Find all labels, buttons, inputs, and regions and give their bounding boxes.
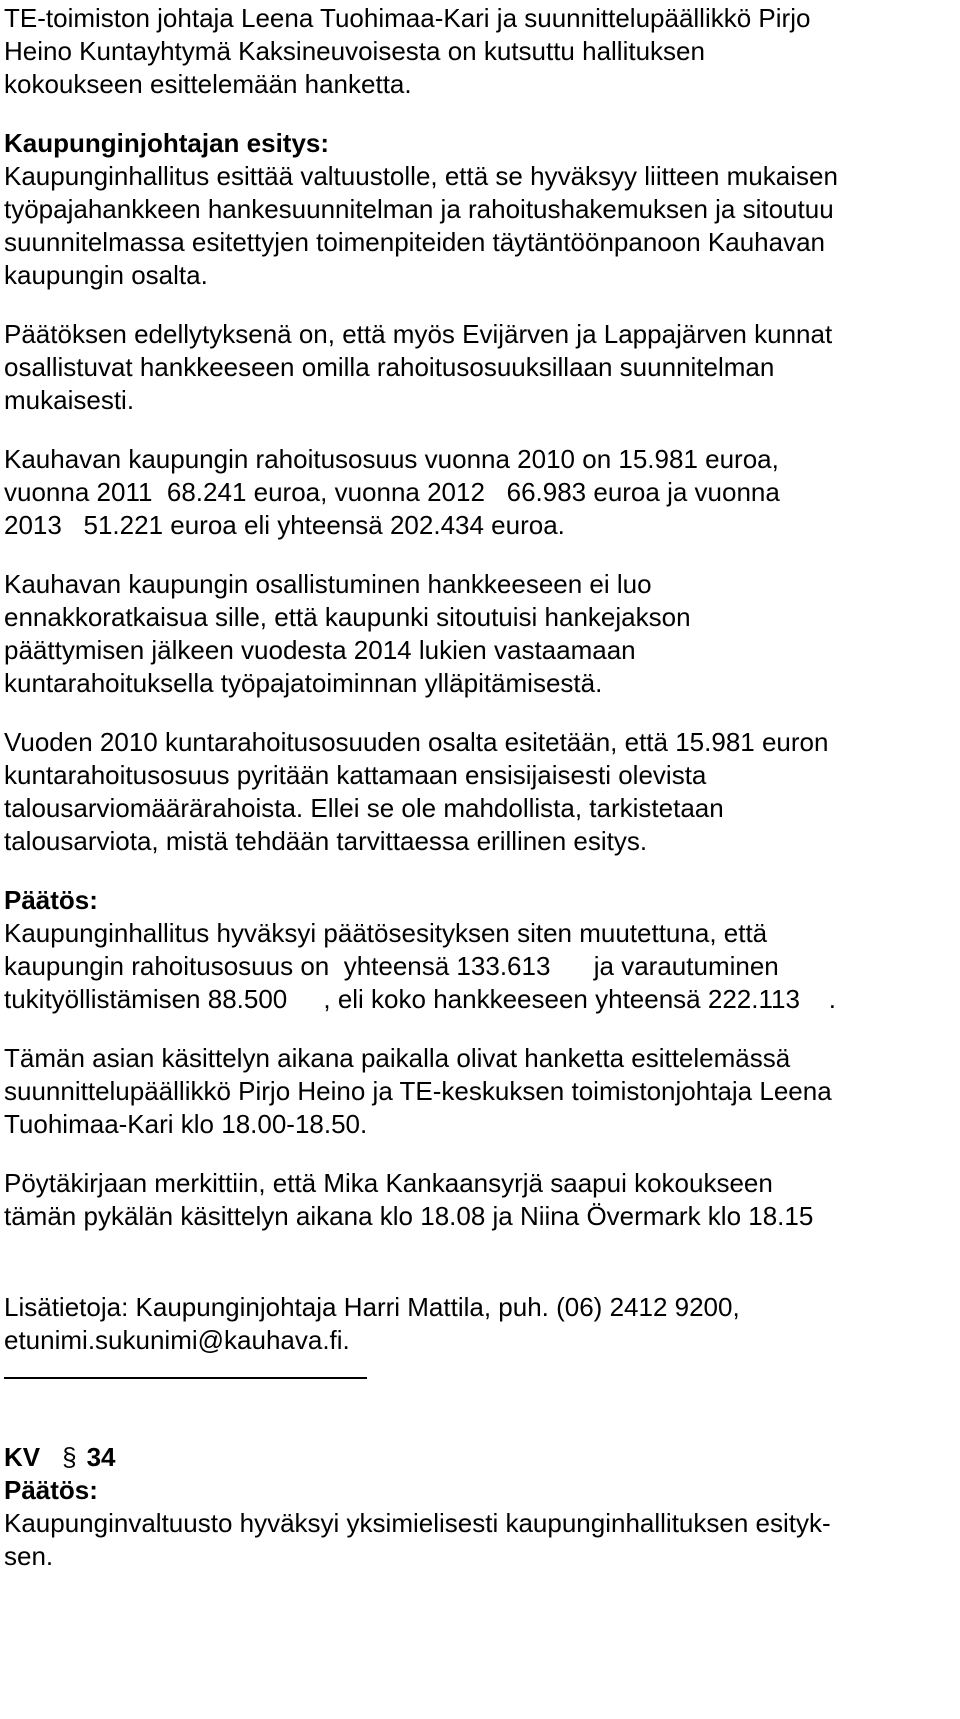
text-line: Tämän asian käsittelyn aikana paikalla olivat hanketta esittelemässä [4, 1043, 791, 1073]
text-line: kuntarahoituksella työpajatoiminnan ylläpitämisestä. [4, 668, 603, 698]
text-line: sen. [4, 1541, 54, 1571]
text-line: suunnitelmassa esitettyjen toimenpiteiden täytäntöönpanoon Kauhavan [4, 227, 826, 257]
text-line: Kaupunginhallitus hyväksyi päätösesityksen siten muutettuna, että [4, 918, 768, 948]
decision-paragraph [4, 884, 954, 1016]
funding-paragraph [4, 443, 954, 542]
text-line: talousarviota, mistä tehdään tarvittaessa erillinen esitys. [4, 826, 648, 856]
contact-email: etunimi.sukunimi@kauhava.fi. [4, 1325, 350, 1355]
section-symbol: § [62, 1442, 77, 1472]
kv-section [4, 1441, 954, 1573]
text-line: Kaupunginvaltuusto hyväksyi yksimielisesti kaupunginhallituksen esityk- [4, 1508, 831, 1538]
text-line: Kauhavan kaupungin osallistuminen hankkeeseen ei luo [4, 569, 652, 599]
proposal-paragraph [4, 127, 954, 292]
text-line: osallistuvat hankkeeseen omilla rahoitusosuuksillaan suunnitelman [4, 352, 775, 382]
text-line: Pöytäkirjaan merkittiin, että Mika Kankaansyrjä saapui kokoukseen [4, 1168, 773, 1198]
text-line: Päätöksen edellytyksenä on, että myös Evijärven ja Lappajärven kunnat [4, 319, 833, 349]
proposal-heading: Kaupunginjohtajan esitys: [4, 128, 330, 158]
text-line: tukityöllistämisen 88.500 , eli koko hankkeeseen yhteensä 222.113 . [4, 984, 837, 1014]
text-line: Tuohimaa-Kari klo 18.00-18.50. [4, 1109, 368, 1139]
year-2010-paragraph [4, 726, 954, 858]
intro-paragraph [4, 2, 954, 101]
text-line: Vuoden 2010 kuntarahoitusosuuden osalta esitetään, että 15.981 euron [4, 727, 829, 757]
text-line: kuntarahoitusosuus pyritään kattamaan ensisijaisesti olevista [4, 760, 707, 790]
no-commitment-paragraph [4, 568, 954, 700]
text-line: kaupungin rahoitusosuus on yhteensä 133.613 ja varautuminen [4, 951, 779, 981]
kv-number: 34 [86, 1442, 116, 1472]
text-line: vuonna 2011 68.241 euroa, vuonna 2012 66.983 euroa ja vuonna [4, 477, 780, 507]
text-line: kokoukseen esittelemään hanketta. [4, 69, 412, 99]
text-line: Kauhavan kaupungin rahoitusosuus vuonna 2010 on 15.981 euroa, [4, 444, 779, 474]
text-line: Kaupunginhallitus esittää valtuustolle, että se hyväksyy liitteen mukaisen [4, 161, 838, 191]
minutes-paragraph [4, 1167, 954, 1233]
text-line: Heino Kuntayhtymä Kaksineuvoisesta on kutsuttu hallituksen [4, 36, 705, 66]
text-line: talousarviomäärärahoista. Ellei se ole mahdollista, tarkistetaan [4, 793, 724, 823]
document-page [4, 0, 954, 1573]
kv-decision-heading: Päätös: [4, 1475, 98, 1505]
info-paragraph [4, 1291, 954, 1357]
text-line: päättymisen jälkeen vuodesta 2014 lukien vastaamaan [4, 635, 636, 665]
text-line: kaupungin osalta. [4, 260, 208, 290]
text-line: TE-toimiston johtaja Leena Tuohimaa-Kari ja suunnittelupäällikkö Pirjo [4, 3, 811, 33]
text-line: työpajahankkeen hankesuunnitelman ja rahoitushakemuksen ja sitoutuu [4, 194, 834, 224]
text-line: suunnittelupäällikkö Pirjo Heino ja TE-keskuksen toimistonjohtaja Leena [4, 1076, 832, 1106]
text-line: tämän pykälän käsittelyn aikana klo 18.08 ja Niina Övermark klo 18.15 [4, 1201, 814, 1231]
condition-paragraph [4, 318, 954, 417]
text-line: mukaisesti. [4, 385, 135, 415]
kv-section-header [4, 1441, 954, 1474]
kv-code: KV [4, 1442, 41, 1472]
text-line: 2013 51.221 euroa eli yhteensä 202.434 euroa. [4, 510, 565, 540]
presence-paragraph [4, 1042, 954, 1141]
decision-heading: Päätös: [4, 885, 98, 915]
text-line: ennakkoratkaisua sille, että kaupunki sitoutuisi hankejakson [4, 602, 691, 632]
text-line: Lisätietoja: Kaupunginjohtaja Harri Mattila, puh. (06) 2412 9200, [4, 1292, 740, 1322]
